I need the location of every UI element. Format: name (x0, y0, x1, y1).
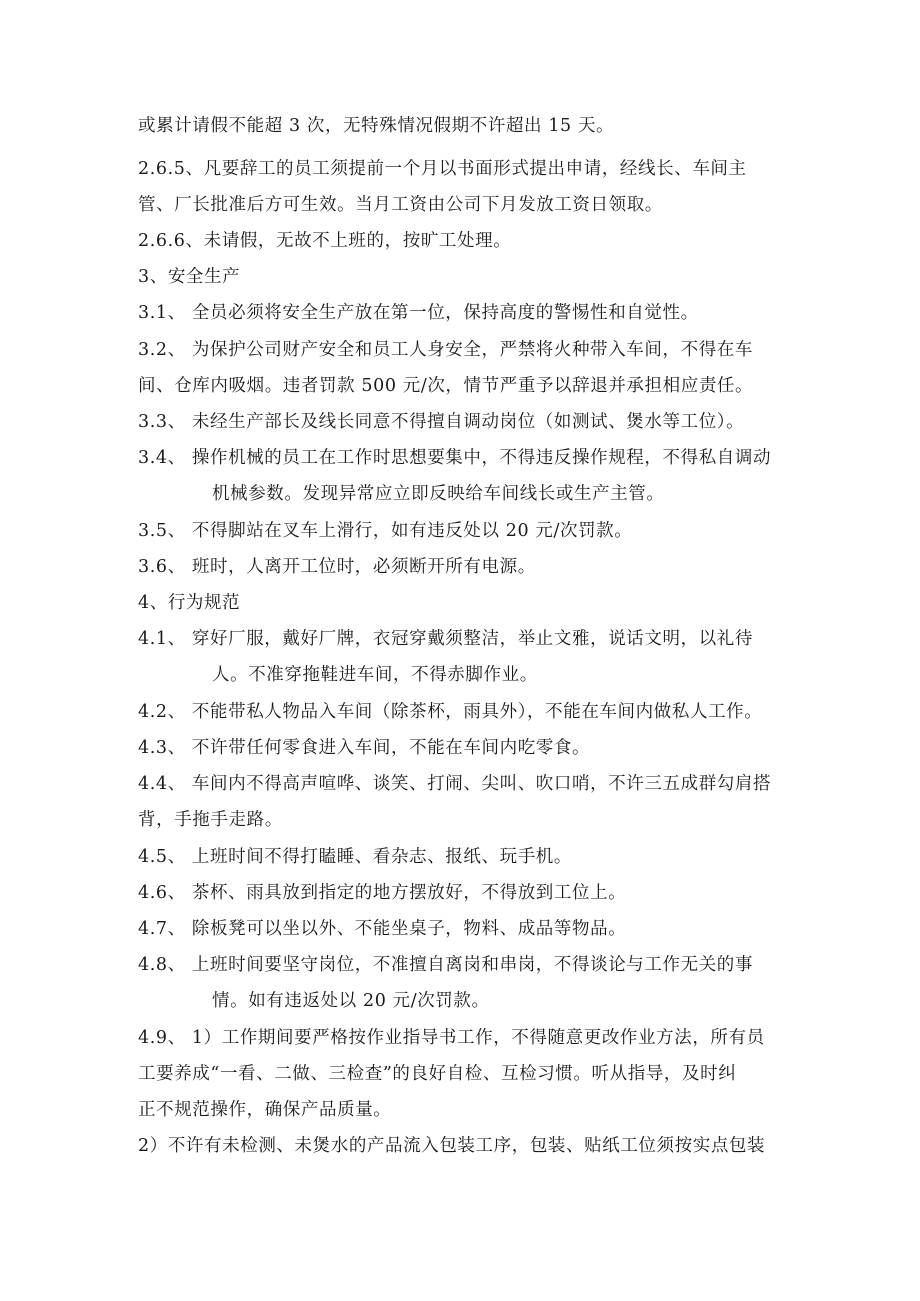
text-line: 4.1、 穿好厂服，戴好厂牌，衣冠穿戴须整洁，举止文雅，说话文明，以礼待 (138, 629, 753, 649)
text-line: 3.6、 班时，人离开工位时，必须断开所有电源。 (138, 557, 536, 577)
text-line: 2.6.6、未请假，无故不上班的，按旷工处理。 (138, 231, 512, 251)
text-line: 4.4、 车间内不得高声喧哗、谈笑、打闹、尖叫、吹口哨，不许三五成群勾肩搭 (138, 774, 772, 794)
text-line: 管、厂长批准后方可生效。当月工资由公司下月发放工资日领取。 (138, 195, 663, 215)
text-line: 2.6.5、凡要辞工的员工须提前一个月以书面形式提出申请，经线长、车间主 (138, 159, 747, 179)
text-line: 人。不准穿拖鞋进车间，不得赤脚作业。 (212, 665, 538, 685)
text-line: 4.7、 除板凳可以坐以外、不能坐桌子，物料、成品等物品。 (138, 919, 627, 939)
text-line: 4.8、 上班时间要坚守岗位，不准擅自离岗和串岗，不得谈论与工作无关的事 (138, 955, 753, 975)
text-line: 工要养成“一看、二做、三检查”的良好自检、互检习惯。听从指导，及时纠 (138, 1064, 737, 1084)
text-line: 3.5、 不得脚站在叉车上滑行，如有违反处以 20 元/次罚款。 (138, 521, 633, 541)
section-heading: 4、行为规范 (138, 593, 241, 613)
text-line: 3.1、 全员必须将安全生产放在第一位，保持高度的警惕性和自觉性。 (138, 303, 699, 323)
text-line: 正不规范操作，确保产品质量。 (138, 1100, 392, 1120)
section-heading: 3、安全生产 (138, 267, 241, 287)
text-line: 4.3、 不许带任何零食进入车间，不能在车间内吃零食。 (138, 738, 591, 758)
text-line: 4.2、 不能带私人物品入车间（除茶杯，雨具外），不能在车间内做私人工作。 (138, 702, 763, 722)
text-line: 情。如有违返处以 20 元/次罚款。 (212, 991, 490, 1011)
text-line: 3.3、 未经生产部长及线长同意不得擅自调动岗位（如测试、煲水等工位）。 (138, 412, 745, 432)
text-line: 或累计请假不能超 3 次，无特殊情况假期不许超出 15 天。 (138, 116, 615, 136)
text-line: 4.9、 1）工作期间要严格按作业指导书工作，不得随意更改作业方法，所有员 (138, 1028, 765, 1048)
text-line: 3.4、 操作机械的员工在工作时思想要集中，不得违反操作规程，不得私自调动 (138, 448, 772, 468)
text-line: 4.6、 茶杯、雨具放到指定的地方摆放好，不得放到工位上。 (138, 883, 627, 903)
text-line: 背，手拖手走路。 (138, 810, 283, 830)
text-line: 2）不许有未检测、未煲水的产品流入包装工序，包装、贴纸工位须按实点包装 (138, 1136, 766, 1156)
text-line: 4.5、 上班时间不得打瞌睡、看杂志、报纸、玩手机。 (138, 847, 572, 867)
text-line: 间、仓库内吸烟。违者罚款 500 元/次，情节严重予以辞退并承担相应责任。 (138, 376, 754, 396)
text-line: 3.2、 为保护公司财产安全和员工人身安全，严禁将火种带入车间，不得在车 (138, 340, 753, 360)
text-line: 机械参数。发现异常应立即反映给车间线长或生产主管。 (212, 484, 665, 504)
